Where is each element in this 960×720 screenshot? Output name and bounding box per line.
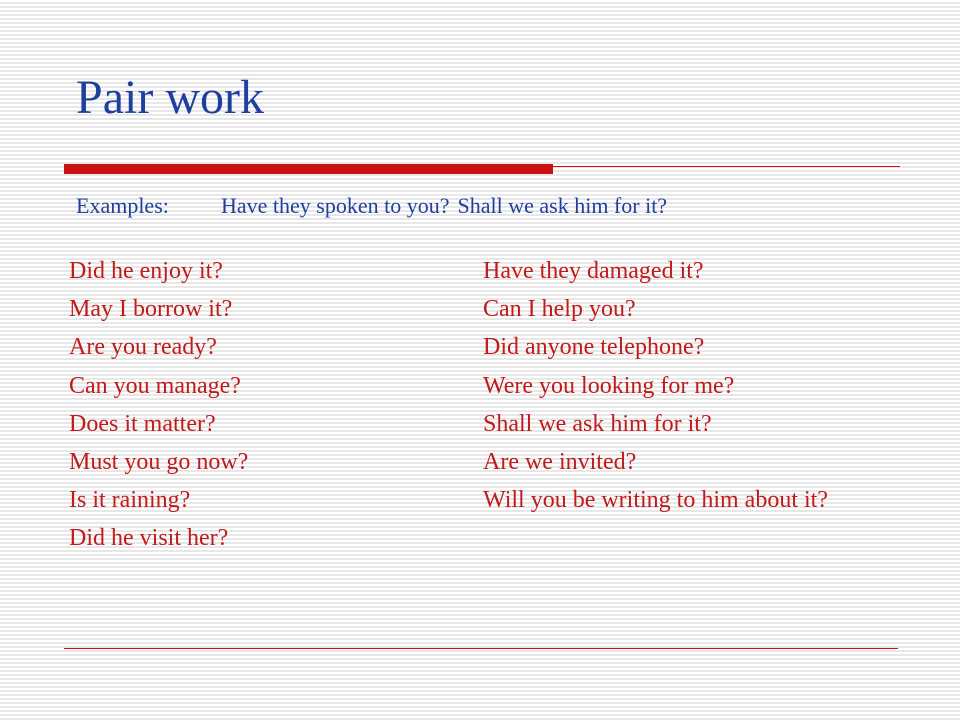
question-item: Are you ready? (69, 334, 217, 361)
question-item: Can I help you? (483, 296, 636, 323)
question-item: Must you go now? (69, 448, 249, 475)
question-list-right (483, 256, 828, 523)
question-item: Have they damaged it? (483, 258, 704, 284)
question-item: May I borrow it? (69, 296, 233, 323)
title-divider-thin (553, 166, 900, 167)
question-item: Can you manage? (69, 372, 241, 399)
question-item: Were you looking for me? (483, 372, 735, 399)
question-item: Did anyone telephone? (483, 334, 705, 361)
question-item: Did he visit her? (69, 525, 229, 552)
question-item: Is it raining? (69, 487, 191, 514)
examples-label: Examples: (76, 193, 169, 218)
question-item: Shall we ask him for it? (483, 410, 712, 437)
slide-title: Pair work (76, 71, 264, 124)
question-item: Did he enjoy it? (69, 258, 223, 284)
title-divider-thick (64, 164, 553, 174)
footer-divider (64, 648, 898, 649)
examples-line (76, 192, 667, 220)
example-item: Shall we ask him for it? (457, 193, 668, 218)
question-item: Does it matter? (69, 410, 216, 437)
question-item: Will you be writing to him about it? (483, 487, 828, 514)
question-list-left (69, 256, 248, 562)
question-item: Are we invited? (483, 448, 637, 475)
example-item: Have they spoken to you? (221, 193, 450, 218)
